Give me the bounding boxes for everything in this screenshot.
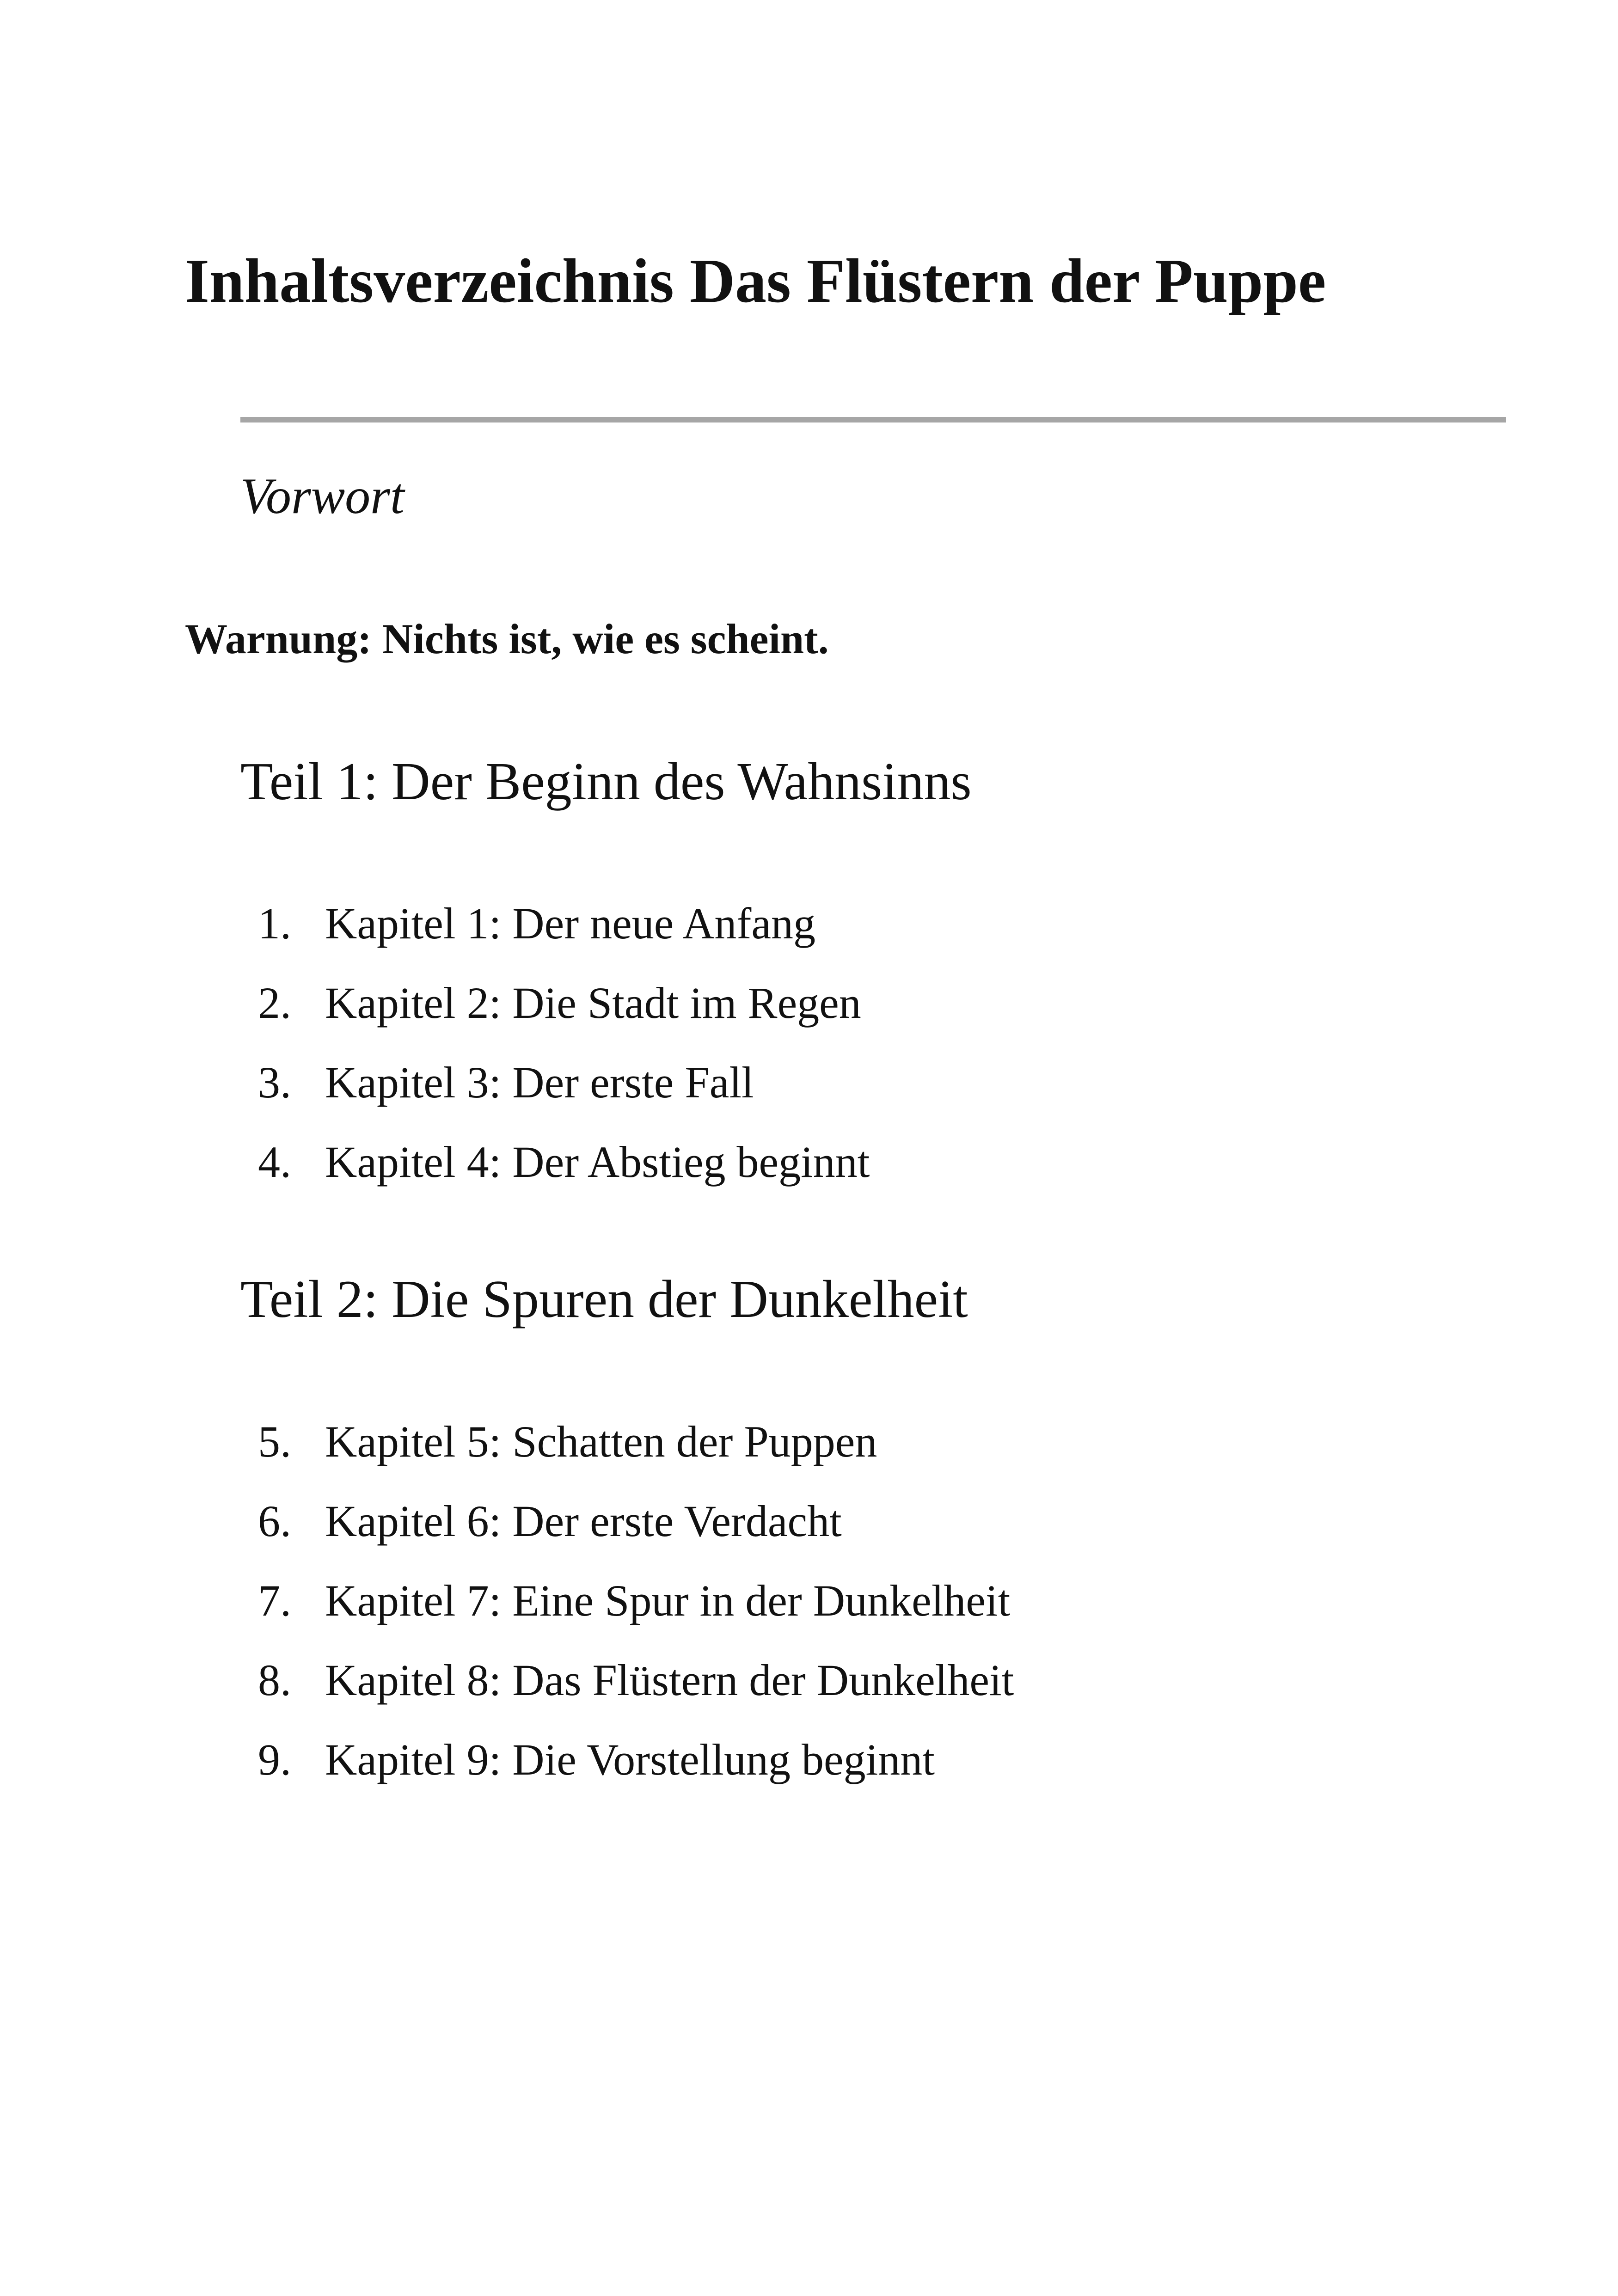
part-1-heading: Teil 1: Der Beginn des Wahnsinns: [240, 752, 972, 811]
chapter-label: Kapitel 5: Schatten der Puppen: [325, 1417, 877, 1466]
horizontal-rule: [240, 417, 1506, 422]
page-title: Inhaltsverzeichnis Das Flüstern der Puppe: [185, 246, 1326, 316]
chapter-label: Kapitel 9: Die Vorstellung beginnt: [325, 1735, 935, 1784]
chapter-number: 9.: [258, 1735, 291, 1784]
foreword-heading: Vorwort: [240, 468, 404, 524]
warning-text: Warnung: Nichts ist, wie es scheint.: [185, 615, 829, 662]
chapter-number: 4.: [258, 1137, 291, 1187]
chapter-number: 5.: [258, 1417, 291, 1466]
chapter-label: Kapitel 2: Die Stadt im Regen: [325, 978, 861, 1028]
part-2-heading: Teil 2: Die Spuren der Dunkelheit: [240, 1270, 968, 1329]
chapter-number: 2.: [258, 978, 291, 1028]
chapter-label: Kapitel 6: Der erste Verdacht: [325, 1496, 842, 1546]
chapter-number: 6.: [258, 1496, 291, 1546]
chapter-number: 3.: [258, 1058, 291, 1107]
chapter-label: Kapitel 1: Der neue Anfang: [325, 899, 815, 948]
chapter-label: Kapitel 8: Das Flüstern der Dunkelheit: [325, 1655, 1014, 1705]
chapter-label: Kapitel 4: Der Abstieg beginnt: [325, 1137, 870, 1187]
chapter-label: Kapitel 7: Eine Spur in der Dunkelheit: [325, 1576, 1011, 1625]
chapter-number: 1.: [258, 899, 291, 948]
chapter-number: 7.: [258, 1576, 291, 1625]
chapter-number: 8.: [258, 1655, 291, 1705]
chapter-label: Kapitel 3: Der erste Fall: [325, 1058, 754, 1107]
